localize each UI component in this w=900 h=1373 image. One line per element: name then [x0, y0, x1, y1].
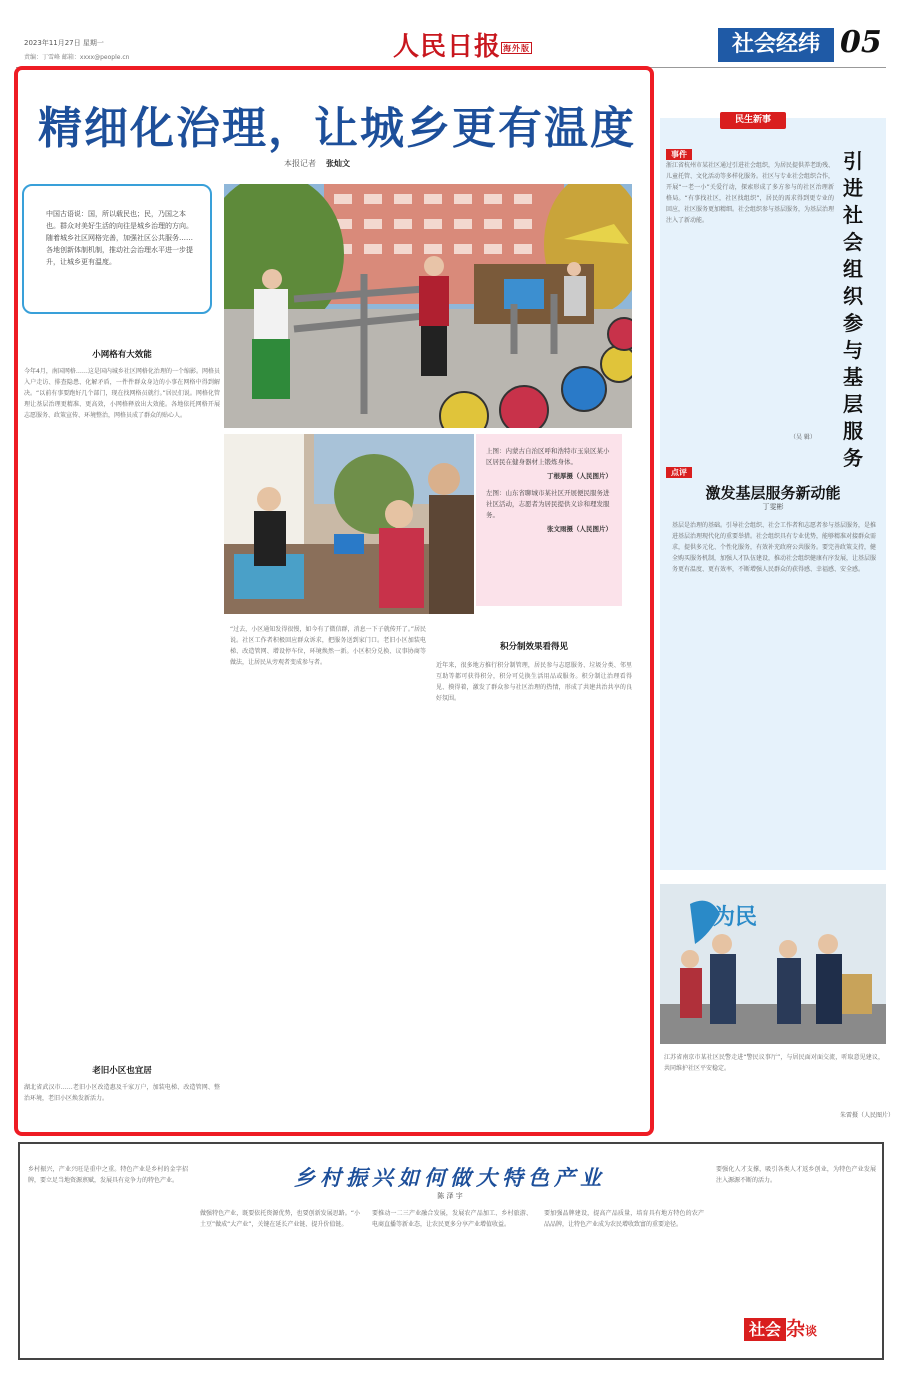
- case-tag: [666, 142, 692, 161]
- section-title: 社会经纬: [718, 28, 834, 62]
- body-column-2: “过去，小区通知发得很慢，如今有了微信群，消息一下子就传开了。”居民说。社区工作者积极回应群众诉求，把服务送到家门口。老旧小区加装电梯、改造管网、增设停车位，环境焕然一新。小区积分兑换、议事协商等做法，让居民从旁观者变成参与者。: [230, 626, 426, 666]
- caption-top-credit: 丁根厚摄（人民图片）: [547, 472, 612, 480]
- logo-suffix: 海外版: [503, 42, 531, 53]
- case-tag-label: 事件: [666, 149, 692, 160]
- fitness-photo-drawing: [224, 184, 632, 428]
- bottom-headline[interactable]: 乡村振兴如何做大特色产业: [294, 1165, 606, 1190]
- column-logo-part1: 社会: [744, 1318, 786, 1341]
- comment-title[interactable]: 激发基层服务新动能: [705, 484, 841, 502]
- byline: [284, 158, 350, 169]
- photo-wall-text: 为民: [713, 904, 758, 930]
- caption-left-credit: 张文雨摄（人民图片）: [547, 525, 612, 533]
- news-tag: 民生新事: [720, 112, 786, 129]
- newspaper-logo: [393, 26, 532, 63]
- byline-author: 张灿文: [326, 159, 350, 168]
- column-logo-part2: 杂: [786, 1318, 806, 1340]
- lead-box: 中国古语说：国，所以载民也；民，乃国之本也。群众对美好生活的向往是城乡治理的方向。随着城乡社区网格完善，加强社区公共服务……各地创新体制机制，推动社会治理水平进一步提升，让城乡更有温度。: [22, 184, 212, 314]
- page-number: 05: [840, 25, 882, 60]
- subhead-grid: 小网格有大效能: [92, 350, 152, 360]
- case-text: 浙江省杭州市某社区通过引进社会组织，为居民提供养老助残、儿童托管、文化活动等多样化服务。社区与专业社会组织合作，开展“一老一小”关爱行动，探索形成了多方参与的社区治理新格局。“有事找社区，社区找组织”，居民的需求得到更专业的回应，社区服务更加精细。社会组织参与基层服务，为基层治理注入了新动能。: [666, 162, 834, 224]
- comment-tag: [666, 460, 692, 479]
- comment-tag-label: 点评: [666, 467, 692, 478]
- photo-caption-right: 江苏省南京市某社区民警走进“警民议事厅”，与居民面对面交流，听取意见建议，共同维护社区平安稳定。: [664, 1054, 884, 1072]
- volunteer-photo-drawing: [224, 434, 474, 614]
- photo-caption: [476, 434, 622, 606]
- case-credit: （吴 辑）: [790, 434, 816, 441]
- comment-author: 丁雯彬: [762, 503, 784, 511]
- volunteer-photo[interactable]: [224, 434, 474, 614]
- body-column-1: 今年4月，南国网格……这是国内城乡社区网格化治理的一个缩影。网格员入户走访、排查隐患、化解矛盾，一件件群众身边的小事在网格中得到解决。“以前有事要跑好几个部门，现在找网格员就行。”居民们说。网格化管理让基层治理更精准、更高效，小网格释放出大效能。各地依托网格开展志愿服务、政策宣传、环境整治，网格员成了群众的贴心人。: [24, 368, 220, 419]
- body-column-3: 近年来，很多地方推行积分制管理，居民参与志愿服务、垃圾分类、邻里互助等都可获得积分，积分可兑换生活用品或服务。积分制让治理看得见、摸得着，激发了群众参与社区治理的热情，形成了共建共治共享的良好氛围。: [436, 662, 632, 702]
- byline-prefix: 本报记者: [284, 159, 316, 168]
- vertical-title[interactable]: 引进社会组织参与基层服务: [843, 149, 863, 470]
- police-photo-drawing: [660, 884, 886, 1044]
- column-logo-part3: 谈: [805, 1324, 818, 1338]
- police-photo[interactable]: [660, 884, 886, 1044]
- photo-credit-right: 朱雷摄（人民图片）: [840, 1112, 895, 1119]
- fitness-photo[interactable]: [224, 184, 632, 428]
- bottom-author: 陈 泽 宇: [437, 1192, 463, 1200]
- bottom-column-1: 乡村振兴，产业兴旺是重中之重。特色产业是乡村的金字招牌，要立足当地资源禀赋，发展具有竞争力的特色产业。: [28, 1166, 188, 1184]
- subhead-old-community: 老旧小区也宜居: [92, 1066, 152, 1076]
- subhead-points: 积分制效果看得见: [499, 642, 568, 652]
- caption-top: 上图：内蒙古自治区呼和浩特市玉泉区某小区居民在健身器材上锻炼身体。: [486, 447, 610, 466]
- bottom-column-5: 要强化人才支撑，吸引各类人才返乡创业，为特色产业发展注入源源不断的活力。: [716, 1166, 876, 1184]
- bottom-column-4: 要加强品牌建设，提高产品质量，培育具有地方特色的农产品品牌，让特色产业成为农民增收致富的重要途径。: [544, 1210, 704, 1228]
- body-column-1-bottom: 湖北省武汉市……老旧小区改造惠及千家万户，加装电梯、改造管网、整治环境，老旧小区焕发新活力。: [24, 1084, 220, 1102]
- bottom-column-3: 要推动一二三产业融合发展，发展农产品加工、乡村旅游、电商直播等新业态，让农民更多分享产业增值收益。: [372, 1210, 532, 1228]
- editor-info: 责编：丁雪峰 邮箱：xxxx@people.cn: [24, 54, 130, 61]
- issue-date: 2023年11月27日 星期一: [24, 39, 104, 47]
- caption-left: 左图：山东省聊城市某社区开展便民服务进社区活动，志愿者为居民提供义诊和理发服务。: [486, 489, 610, 519]
- logo-text: 人民日报: [393, 32, 502, 62]
- main-headline[interactable]: 精细化治理，让城乡更有温度: [38, 103, 636, 154]
- bottom-column-2: 做强特色产业，既要依托资源优势，也要创新发展思路。“小土豆”做成“大产业”，关键在延长产业链、提升价值链。: [200, 1210, 360, 1228]
- column-logo: [744, 1314, 817, 1341]
- comment-text: 基层是治理的基础。引导社会组织、社会工作者和志愿者参与基层服务，是推进基层治理现代化的重要举措。社会组织具有专业优势，能够精准对接群众需求，提供多元化、个性化服务，有效补充政府公共服务。要完善政策支持，健全购买服务机制，加强人才队伍建设，推动社会组织健康有序发展，让基层服务更有温度、更有效率，不断增强人民群众的获得感、幸福感、安全感。: [672, 522, 876, 573]
